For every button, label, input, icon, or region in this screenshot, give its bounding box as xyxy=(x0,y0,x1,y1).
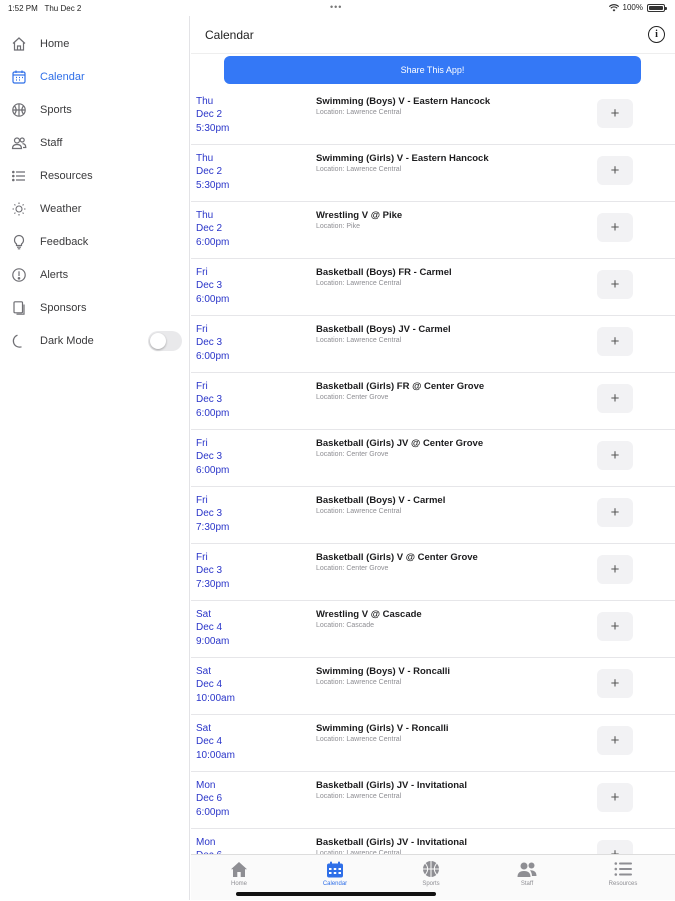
sidebar-item-dark-mode xyxy=(0,324,190,357)
add-event-button[interactable]: + xyxy=(597,726,633,755)
event-location: Location: Lawrence Central xyxy=(316,679,402,686)
tab-staff[interactable] xyxy=(479,855,575,901)
sidebar-item-alerts[interactable] xyxy=(0,258,190,291)
status-time: 1:52 PM Thu Dec 2 xyxy=(8,4,82,13)
event-location: Location: Lawrence Central xyxy=(316,736,402,743)
list-item[interactable] xyxy=(191,487,675,544)
list-item[interactable] xyxy=(191,715,675,772)
event-date: Fri Dec 3 7:30pm xyxy=(196,552,230,590)
event-date: Fri Dec 3 7:30pm xyxy=(196,495,230,533)
event-title: Basketball (Boys) JV - Carmel xyxy=(316,324,451,335)
nav-header xyxy=(191,16,675,54)
event-location: Location: Lawrence Central xyxy=(316,166,402,173)
tab-label: Staff xyxy=(520,881,534,887)
sidebar-item-resources[interactable] xyxy=(0,159,190,192)
event-title: Basketball (Girls) JV - Invitational xyxy=(316,837,467,848)
status-bar xyxy=(0,0,675,16)
add-event-button[interactable]: + xyxy=(597,327,633,356)
sidebar-item-label: Weather xyxy=(40,202,82,215)
share-app-button[interactable]: Share This App! xyxy=(224,56,641,84)
event-date: Fri Dec 3 6:00pm xyxy=(196,438,230,476)
battery-icon xyxy=(647,4,665,12)
people-icon xyxy=(10,134,28,152)
tab-label: Home xyxy=(230,881,247,887)
house-icon xyxy=(10,35,28,53)
event-title: Basketball (Boys) FR - Carmel xyxy=(316,267,452,278)
event-date: Thu Dec 2 5:30pm xyxy=(196,96,230,134)
status-right xyxy=(609,3,665,12)
event-title: Basketball (Girls) V @ Center Grove xyxy=(316,552,478,563)
sidebar-item-label: Staff xyxy=(40,136,63,149)
add-event-button[interactable]: + xyxy=(597,99,633,128)
sidebar-item-label: Calendar xyxy=(40,70,85,83)
list-item[interactable] xyxy=(191,373,675,430)
event-date: Fri Dec 3 6:00pm xyxy=(196,267,230,305)
event-title: Swimming (Girls) V - Roncalli xyxy=(316,723,449,734)
sidebar-item-label: Feedback xyxy=(40,235,89,248)
sidebar-item-label: Resources xyxy=(40,169,93,182)
sidebar-item-label: Dark Mode xyxy=(40,334,94,347)
event-date: Mon xyxy=(196,837,216,848)
event-location: Location: Lawrence Central xyxy=(316,793,402,800)
alert-icon xyxy=(10,266,28,284)
list-item[interactable] xyxy=(191,772,675,829)
add-event-button[interactable]: + xyxy=(597,270,633,299)
tab-label: Resources xyxy=(608,881,638,887)
sidebar-item-label: Home xyxy=(40,37,70,50)
add-event-button[interactable]: + xyxy=(597,384,633,413)
moon-icon xyxy=(10,332,28,350)
event-date: Sat Dec 4 9:00am xyxy=(196,609,230,647)
sidebar-item-weather[interactable] xyxy=(0,192,190,225)
event-location: Location: Lawrence Central xyxy=(316,337,402,344)
list-icon xyxy=(10,167,28,185)
add-event-button[interactable]: + xyxy=(597,783,633,812)
event-date: Thu Dec 2 6:00pm xyxy=(196,210,230,248)
event-title: Swimming (Girls) V - Eastern Hancock xyxy=(316,153,489,164)
document-icon xyxy=(10,299,28,317)
list-item[interactable] xyxy=(191,430,675,487)
add-event-button[interactable]: + xyxy=(597,441,633,470)
event-title: Wrestling V @ Pike xyxy=(316,210,403,221)
list-item[interactable] xyxy=(191,316,675,373)
event-title: Basketball (Girls) JV @ Center Grove xyxy=(316,438,484,449)
sidebar-item-sports[interactable] xyxy=(0,93,190,126)
event-location: Location: Center Grove xyxy=(316,451,389,458)
event-date: Mon Dec 6 6:00pm xyxy=(196,780,230,818)
event-date: Sat Dec 4 10:00am xyxy=(196,723,235,761)
tab-label: Sports xyxy=(422,881,440,887)
event-location: Location: Lawrence Central xyxy=(316,280,402,287)
calendar-icon xyxy=(10,68,28,86)
sidebar-item-label: Sponsors xyxy=(40,301,87,314)
list-item[interactable] xyxy=(191,202,675,259)
list-item[interactable] xyxy=(191,601,675,658)
list-item[interactable] xyxy=(191,88,675,145)
event-location: Location: Lawrence Central xyxy=(316,109,402,116)
event-title: Basketball (Girls) JV - Invitational xyxy=(316,780,467,791)
event-location: Location: Center Grove xyxy=(316,394,389,401)
event-date: Sat Dec 4 10:00am xyxy=(196,666,235,704)
event-list[interactable] xyxy=(191,88,675,854)
page-title: Calendar xyxy=(205,28,254,42)
sidebar-item-home[interactable] xyxy=(0,27,190,60)
sidebar-item-label: Alerts xyxy=(40,268,69,281)
sidebar-item-label: Sports xyxy=(40,103,72,116)
add-event-button[interactable]: + xyxy=(597,498,633,527)
toggle-knob xyxy=(150,333,166,349)
home-indicator[interactable] xyxy=(236,892,436,896)
sidebar-item-sponsors[interactable] xyxy=(0,291,190,324)
wifi-icon xyxy=(609,4,619,12)
event-title: Swimming (Boys) V - Roncalli xyxy=(316,666,451,677)
sun-icon xyxy=(10,200,28,218)
list-item[interactable] xyxy=(191,544,675,601)
event-date: Fri Dec 3 6:00pm xyxy=(196,381,230,419)
event-location: Location: Lawrence Central xyxy=(316,508,402,515)
sidebar xyxy=(0,16,190,900)
list-item[interactable] xyxy=(191,658,675,715)
list-item[interactable] xyxy=(191,145,675,202)
add-event-button[interactable]: + xyxy=(597,555,633,584)
list-icon xyxy=(613,860,633,878)
tab-label: Calendar xyxy=(322,881,348,887)
sidebar-item-staff[interactable] xyxy=(0,126,190,159)
ball-icon xyxy=(421,860,441,878)
add-event-button[interactable]: + xyxy=(597,612,633,641)
event-title: Basketball (Boys) V - Carmel xyxy=(316,495,446,506)
house-icon xyxy=(229,860,249,878)
battery-percent: 100% xyxy=(622,3,643,12)
calendar-icon xyxy=(325,860,345,878)
event-date: Fri Dec 3 6:00pm xyxy=(196,324,230,362)
add-event-button[interactable]: + xyxy=(597,156,633,185)
people-icon xyxy=(517,860,537,878)
sidebar-item-feedback[interactable] xyxy=(0,225,190,258)
main-content xyxy=(191,16,675,900)
event-title: Swimming (Boys) V - Eastern Hancock xyxy=(316,96,491,107)
event-location: Location: Pike xyxy=(316,223,360,230)
lightbulb-icon xyxy=(10,233,28,251)
event-location: Location: Center Grove xyxy=(316,565,389,572)
event-title: Wrestling V @ Cascade xyxy=(316,609,422,620)
info-icon[interactable]: i xyxy=(648,26,665,43)
event-title: Basketball (Girls) FR @ Center Grove xyxy=(316,381,485,392)
event-date: Thu Dec 2 5:30pm xyxy=(196,153,230,191)
event-location: Location: Cascade xyxy=(316,622,374,629)
dark-mode-toggle[interactable] xyxy=(148,331,182,351)
list-item[interactable] xyxy=(191,259,675,316)
sidebar-item-calendar[interactable] xyxy=(0,60,190,93)
add-event-button[interactable]: + xyxy=(597,213,633,242)
tab-resources[interactable] xyxy=(575,855,671,901)
add-event-button[interactable]: + xyxy=(597,669,633,698)
multitask-dots[interactable]: ••• xyxy=(330,2,343,12)
ball-icon xyxy=(10,101,28,119)
